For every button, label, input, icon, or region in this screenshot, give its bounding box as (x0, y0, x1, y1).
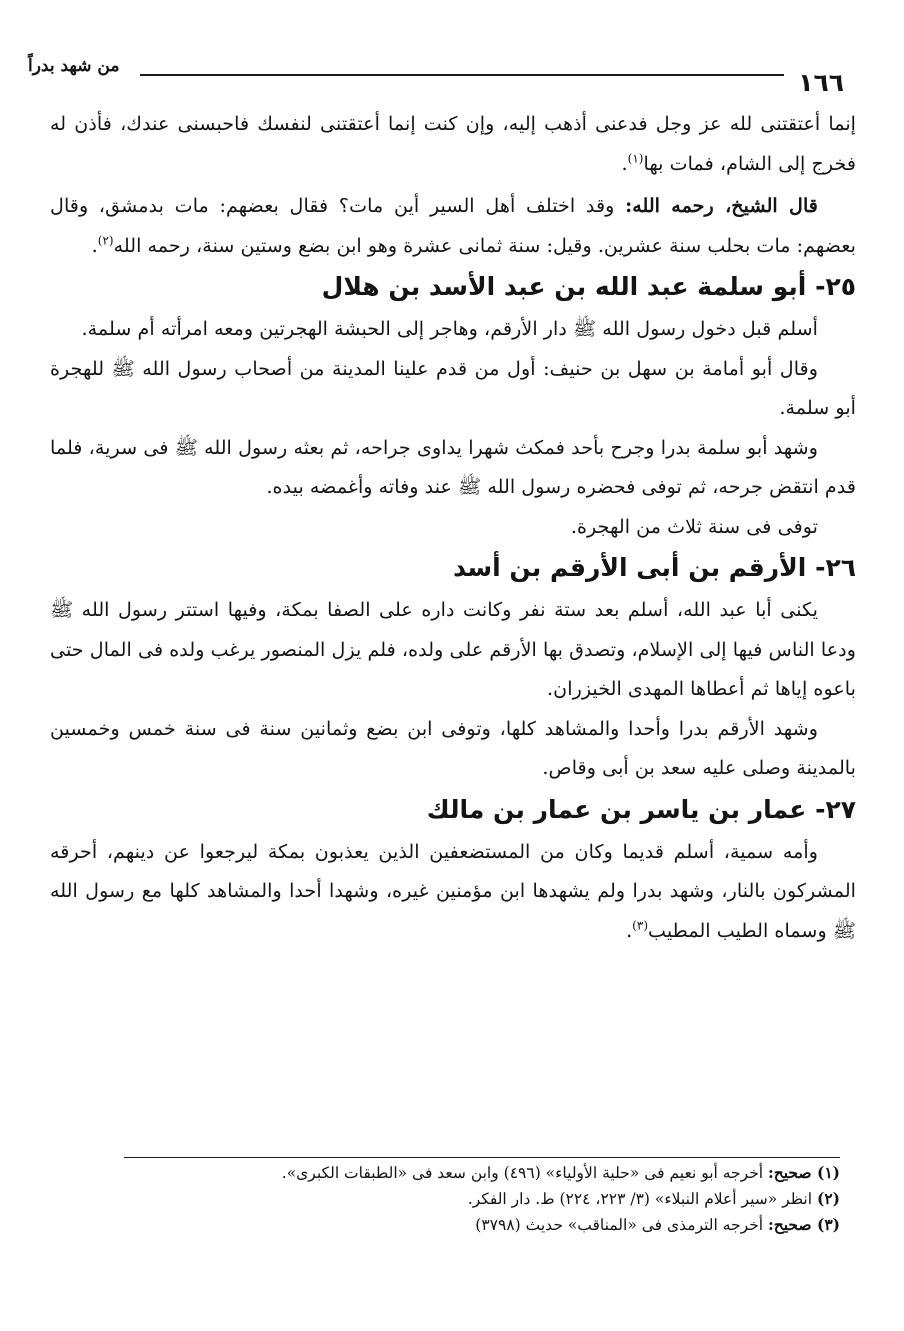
paragraph: قال الشيخ، رحمه الله: وقد اختلف أهل السير أين مات؟ فقال بعضهم: مات بدمشق، وقال بعضهم: مات بحلب سنة عشرين. وقيل: سنة ثمانى عشرة وهو ابن بضع وستين سنة، رحمه الله$^{(٢)}$. (50, 194, 856, 257)
footnote-marker: (٣) صحيح: (768, 1215, 840, 1234)
entry-heading-27 (50, 788, 856, 832)
paragraph: إنما أعتقتنى لله عز وجل فدعنى أذهب إليه، وإن كنت إنما أعتقتنى لنفسك فاحبسنى عندك، فأذن له فخرج إلى الشام، فمات بها$^{(١)}$. (50, 112, 856, 175)
running-title: من شهد بدراً (28, 56, 120, 76)
paragraph: وأمه سمية، أسلم قديما وكان من المستضعفين الذين يعذبون بمكة ليرجعوا عن دينهم، أحرقه المشركون بالنار، وشهد بدرا ولم يشهدها ابن مؤمنين غيره، وشهدا أحدا والمشاهد كلها مع رسول الله ﷺ وسماه الطيب المطيب$^{(٣)}$. (50, 839, 856, 942)
footnote: (٢) انظر «سير أعلام النبلاء» (٣/ ٢٢٣، ٢٢٤) ط. دار الفكر. (467, 1189, 840, 1208)
entry-name: الأرقم بن أبى الأرقم بن أسد (453, 553, 807, 582)
paragraph: توفى فى سنة ثلاث من الهجرة. (570, 514, 818, 538)
paragraph-lead: قال الشيخ، رحمه الله: (625, 194, 818, 217)
paragraph: وشهد الأرقم بدرا وأحدا والمشاهد كلها، وتوفى ابن بضع وثمانين سنة فى سنة خمس وخمسين بالمدينة وصلى عليه سعد بن أبى وقاص. (50, 716, 856, 779)
footnote-ref[interactable]: (٢) (97, 233, 114, 248)
entry-name: أبو سلمة عبد الله بن عبد الأسد بن هلال (321, 272, 807, 301)
footnote-ref[interactable]: (١) (627, 151, 644, 166)
entry-heading-25 (50, 265, 856, 309)
entry-name: عمار بن ياسر بن عمار بن مالك (426, 794, 807, 824)
paragraph: يكنى أبا عبد الله، أسلم بعد ستة نفر وكانت داره على الصفا بمكة، وفيها استتر رسول الله ﷺ ودعا الناس فيها إلى الإسلام، وتصدق بها الأرقم على ولده، فلم يزل المنصور يرغب ولده فى المال حتى باعوه إياها ثم أعطاها المهدى الخيزران. (50, 598, 856, 700)
footnote: (٣) صحيح: أخرجه الترمذى فى «المناقب» حديث (٣٧٩٨) (475, 1215, 840, 1234)
entry-number: ٢٥- (815, 272, 856, 301)
paragraph: أسلم قبل دخول رسول الله ﷺ دار الأرقم، وهاجر إلى الحبشة الهجرتين ومعه امرأته أم سلمة. (81, 317, 818, 340)
running-header (28, 54, 848, 97)
body-text (50, 104, 856, 950)
entry-number: ٢٦- (815, 553, 856, 582)
paragraph: وشهد أبو سلمة بدرا وجرح بأحد فمكث شهرا يداوى جراحه، ثم بعثه رسول الله ﷺ فى سرية، فلما قدم انتقض جرحه، ثم توفى فحضره رسول الله ﷺ عند وفاته وأغمضه بيده. (50, 435, 856, 498)
page-number: ١٦٦ (798, 68, 844, 97)
footnote-ref[interactable]: (٣) (632, 918, 648, 933)
header-rule (140, 74, 784, 76)
footnote: (١) صحيح: أخرجه أبو نعيم فى «حلية الأولياء» (٤٩٦) وابن سعد فى «الطبقات الكبرى». (281, 1163, 840, 1182)
footnote-marker: (٢) (816, 1189, 840, 1208)
entry-heading-26 (50, 546, 856, 590)
entry-number: ٢٧- (815, 794, 856, 824)
footnote-marker: (١) صحيح: (768, 1163, 840, 1182)
footnotes (124, 1157, 840, 1238)
paragraph: وقال أبو أمامة بن سهل بن حنيف: أول من قدم علينا المدينة من أصحاب رسول الله ﷺ للهجرة أبو سلمة. (50, 356, 856, 419)
